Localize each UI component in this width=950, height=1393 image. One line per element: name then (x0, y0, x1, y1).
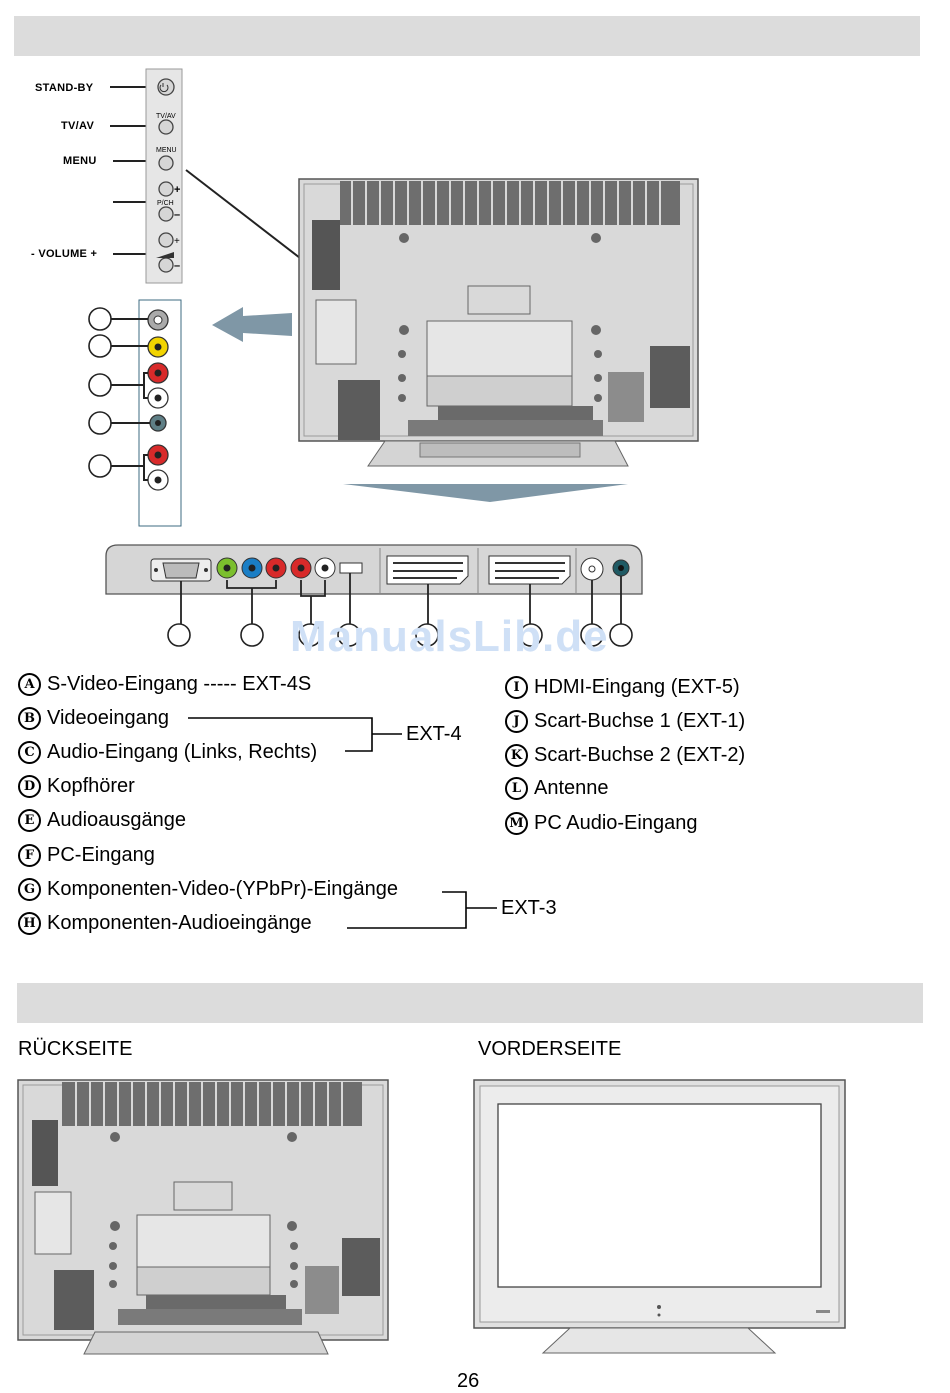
section-band (17, 983, 923, 1023)
side-jack-panel (139, 300, 181, 526)
badge-letter: M (505, 812, 528, 835)
svg-text:P/CH: P/CH (157, 200, 174, 207)
legend-text: S-Video-Eingang ----- EXT-4S (47, 673, 312, 695)
legend-text: Antenne (534, 777, 609, 799)
legend-text: PC Audio-Eingang (534, 812, 698, 834)
tvav-button (159, 120, 173, 134)
group-label-ext4: EXT-4 (406, 723, 462, 745)
badge-letter: B (18, 707, 41, 730)
badge-letter: D (18, 775, 41, 798)
legend-item-i (505, 676, 740, 699)
vol-up-button (159, 233, 173, 247)
legend-text: PC-Eingang (47, 844, 155, 866)
group-label-ext3: EXT-3 (501, 897, 557, 919)
svg-text:TV/AV: TV/AV (156, 113, 176, 120)
label-standby: STAND-BY (35, 82, 94, 94)
legend-text: Audio-Eingang (Links, Rechts) (47, 741, 318, 763)
legend-text: Kopfhörer (47, 775, 135, 797)
badge-letter: E (18, 809, 41, 832)
svg-text:MENU: MENU (156, 147, 177, 154)
badge-letter: I (505, 676, 528, 699)
page-number: 26 (457, 1370, 480, 1392)
svg-text:+: + (174, 236, 180, 247)
badge-letter: C (18, 741, 41, 764)
badge-letter: G (18, 878, 41, 901)
label-volume: - VOLUME + (31, 248, 98, 260)
tv-back-bottom (18, 1080, 388, 1354)
svg-text:–: – (174, 260, 181, 272)
badge-letter: J (505, 710, 528, 733)
tv-back-top (299, 179, 698, 466)
tv-views-bottom (0, 1070, 950, 1370)
badge-letter: H (18, 912, 41, 935)
tv-front-bottom (474, 1080, 845, 1353)
label-back-side: RÜCKSEITE (18, 1038, 133, 1060)
connector-strip (106, 545, 642, 594)
menu-button (159, 156, 173, 170)
legend-text: Komponenten-Audioeingänge (47, 912, 312, 934)
label-menu: MENU (63, 155, 97, 167)
svg-text:+: + (174, 184, 181, 196)
legend-text: HDMI-Eingang (EXT-5) (534, 676, 740, 698)
badge-letter: K (505, 744, 528, 767)
legend-text: Scart-Buchse 1 (EXT-1) (534, 710, 746, 732)
group-brackets (0, 700, 950, 940)
pch-up-button (159, 182, 173, 196)
legend-text: Audioausgänge (47, 809, 187, 831)
legend-text: Komponenten-Video-(YPbPr)-Eingänge (47, 878, 398, 900)
legend-text: Videoeingang (47, 707, 169, 729)
legend-item-a (18, 673, 311, 696)
vol-down-button (159, 258, 173, 272)
legend-text: Scart-Buchse 2 (EXT-2) (534, 744, 746, 766)
label-front-side: VORDERSEITE (478, 1038, 622, 1060)
pch-down-button (159, 207, 173, 221)
svg-text:–: – (174, 209, 181, 221)
label-tvav: TV/AV (61, 120, 95, 132)
tv-rear-diagram (0, 0, 950, 660)
badge-letter: L (505, 777, 528, 800)
badge-letter: F (18, 844, 41, 867)
watermark: ManualsLib.de (290, 612, 609, 661)
side-button-panel (146, 69, 182, 283)
badge-letter: A (18, 673, 41, 696)
